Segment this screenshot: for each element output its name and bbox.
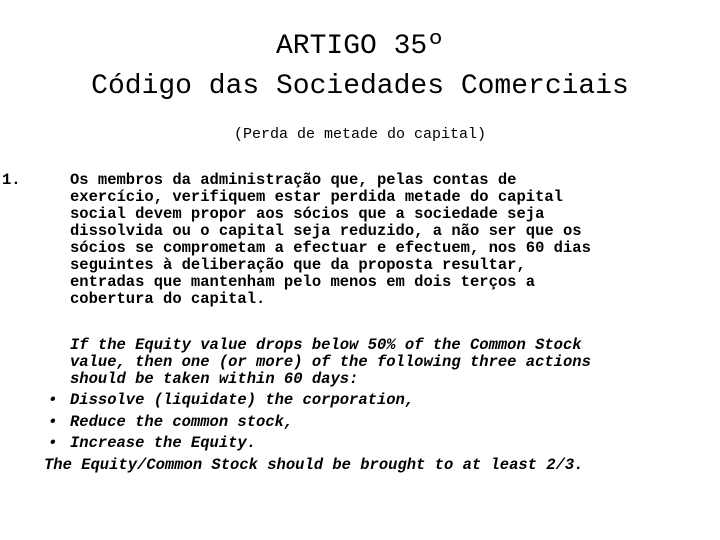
conclusion-line: The Equity/Common Stock should be brought to at least 2/3. [44,456,584,474]
bullet-item: Reduce the common stock, [70,413,294,431]
paragraph-line: exercício, verifiquem estar perdida metade do capital [70,188,563,206]
paragraph-line: social devem propor aos sócios que a sociedade seja [70,205,545,223]
paragraph-number: 1. [2,171,21,189]
translation-line: If the Equity value drops below 50% of the Common Stock [70,336,582,354]
bullet-item: Increase the Equity. [70,434,257,452]
bullet-item: Dissolve (liquidate) the corporation, [70,391,415,409]
bullet-icon: • [48,413,58,431]
subtitle: (Perda de metade do capital) [233,126,487,143]
paragraph-line: dissolvida ou o capital seja reduzido, a não ser que os [70,222,582,240]
paragraph-line: cobertura do capital. [70,290,266,308]
bullet-icon: • [48,434,58,452]
translation-line: should be taken within 60 days: [70,370,359,388]
paragraph-line: seguintes à deliberação que da proposta resultar, [70,256,526,274]
paragraph-line: Os membros da administração que, pelas contas de [70,171,517,189]
paragraph-line: sócios se comprometam a efectuar e efectuem, nos 60 dias [70,239,591,257]
paragraph-line: entradas que mantenham pelo menos em dois terços a [70,273,536,291]
bullet-icon: • [48,391,58,409]
title-code: Código das Sociedades Comerciais [91,71,629,102]
title-article: ARTIGO 35º [275,31,445,62]
translation-line: value, then one (or more) of the following three actions [70,353,591,371]
